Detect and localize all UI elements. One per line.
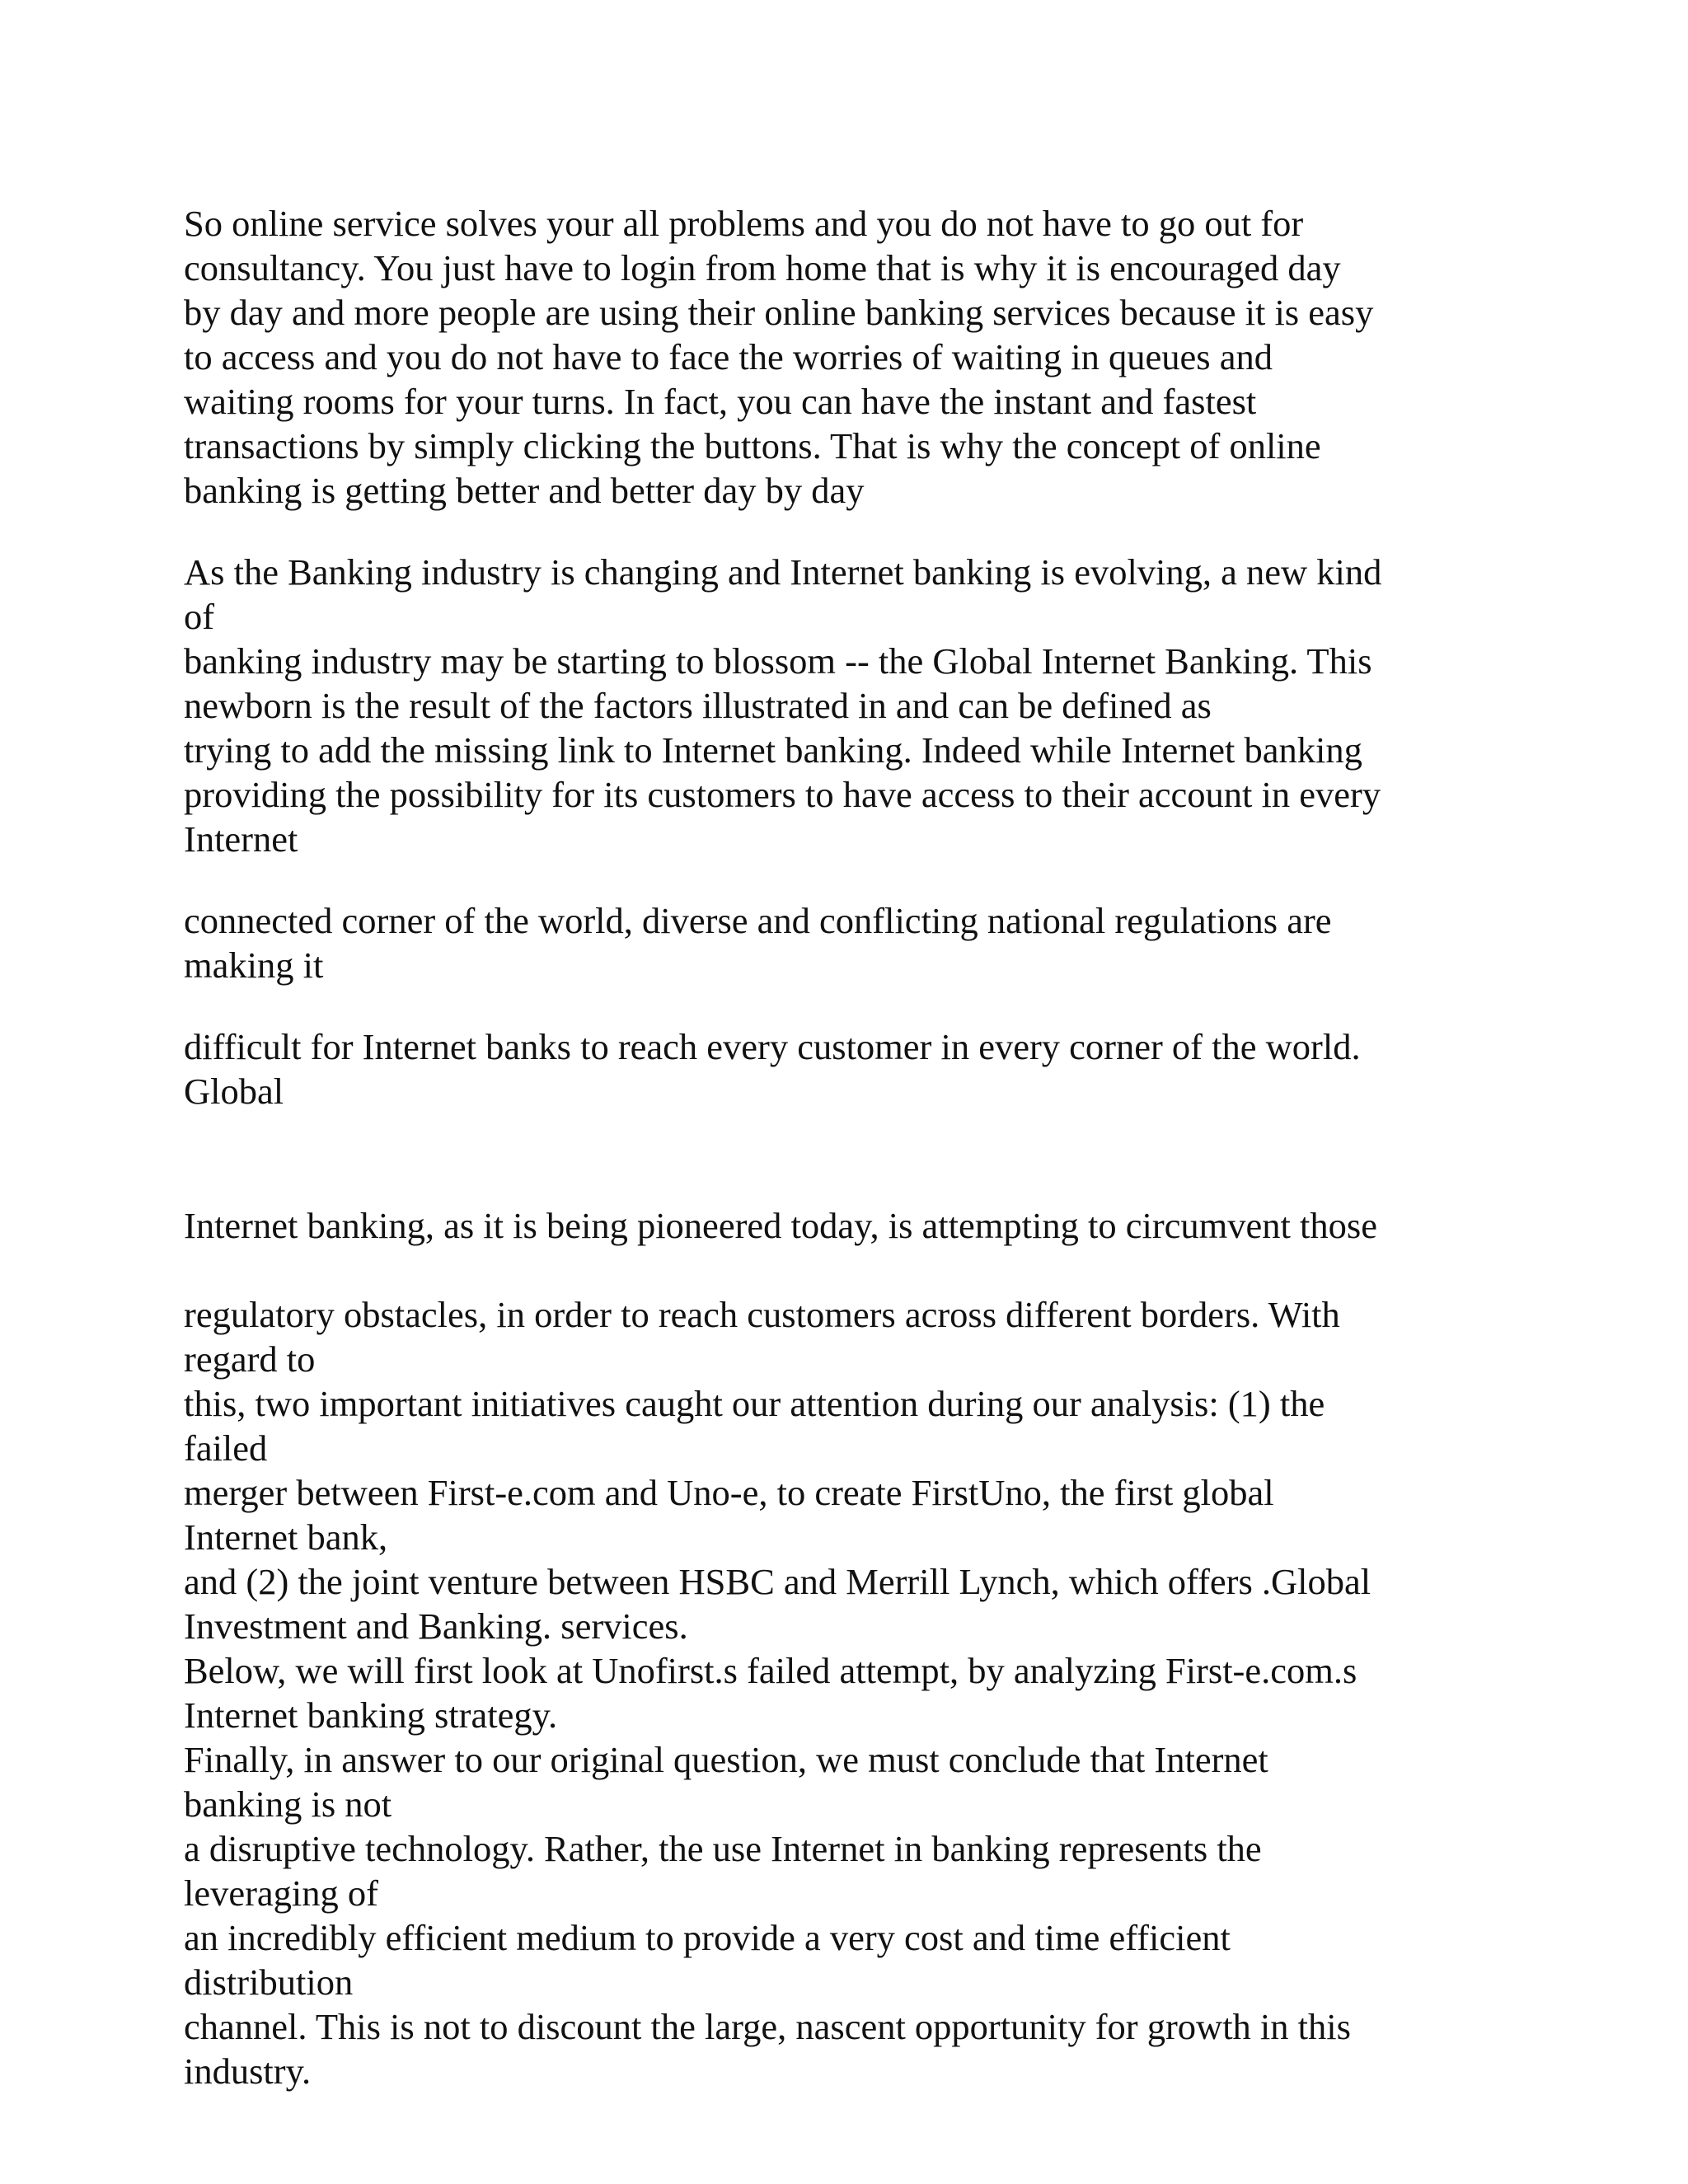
text-line: Below, we will first look at Unofirst.s failed attempt, by analyzing First-e.com.s (184, 1650, 1357, 1691)
text-line: banking is not (184, 1783, 392, 1825)
text-line: by day and more people are using their online banking services because it is easy (184, 292, 1374, 333)
text-line: of (184, 596, 215, 637)
text-line: consultancy. You just have to login from home that is why it is encouraged day (184, 247, 1341, 288)
text-line: Internet banking strategy. (184, 1694, 558, 1736)
text-line: waiting rooms for your turns. In fact, you can have the instant and fastest (184, 381, 1257, 422)
text-line: failed (184, 1427, 268, 1469)
text-line: newborn is the result of the factors illustrated in and can be defined as (184, 685, 1212, 726)
text-line: Internet banking, as it is being pioneered today, is attempting to circumvent those (184, 1205, 1377, 1246)
text-line: providing the possibility for its customers to have access to their account in every (184, 774, 1381, 815)
text-line: regard to (184, 1338, 316, 1380)
text-line: leveraging of (184, 1872, 378, 1914)
text-line: Internet (184, 818, 298, 860)
text-line: channel. This is not to discount the large, nascent opportunity for growth in this (184, 2006, 1351, 2047)
text-line: industry. (184, 2050, 312, 2092)
text-line: difficult for Internet banks to reach every customer in every corner of the world. (184, 1026, 1361, 1067)
text-line: Investment and Banking. services. (184, 1605, 688, 1647)
text-line: to access and you do not have to face the worries of waiting in queues and (184, 336, 1273, 377)
text-line: an incredibly efficient medium to provide a very cost and time efficient (184, 1917, 1231, 1958)
text-line: Finally, in answer to our original question, we must conclude that Internet (184, 1739, 1268, 1780)
text-line: making it (184, 944, 324, 986)
text-line: banking industry may be starting to blossom -- the Global Internet Banking. This (184, 640, 1372, 682)
text-line: As the Banking industry is changing and Internet banking is evolving, a new kind (184, 551, 1382, 593)
text-line: Internet bank, (184, 1516, 388, 1558)
text-line: trying to add the missing link to Internet banking. Indeed while Internet banking (184, 729, 1362, 771)
text-line: a disruptive technology. Rather, the use Internet in banking represents the (184, 1828, 1262, 1869)
text-line: this, two important initiatives caught our attention during our analysis: (1) the (184, 1383, 1325, 1424)
text-line: regulatory obstacles, in order to reach customers across different borders. With (184, 1294, 1340, 1335)
text-line: distribution (184, 1961, 354, 2003)
text-line: connected corner of the world, diverse and conflicting national regulations are (184, 900, 1332, 941)
text-line: banking is getting better and better day by day (184, 470, 865, 511)
text-line: So online service solves your all problems and you do not have to go out for (184, 203, 1304, 244)
text-line: transactions by simply clicking the buttons. That is why the concept of online (184, 425, 1321, 466)
text-line: merger between First-e.com and Uno-e, to create FirstUno, the first global (184, 1472, 1274, 1513)
text-line: Global (184, 1071, 284, 1112)
text-line: and (2) the joint venture between HSBC and Merrill Lynch, which offers .Global (184, 1561, 1372, 1602)
